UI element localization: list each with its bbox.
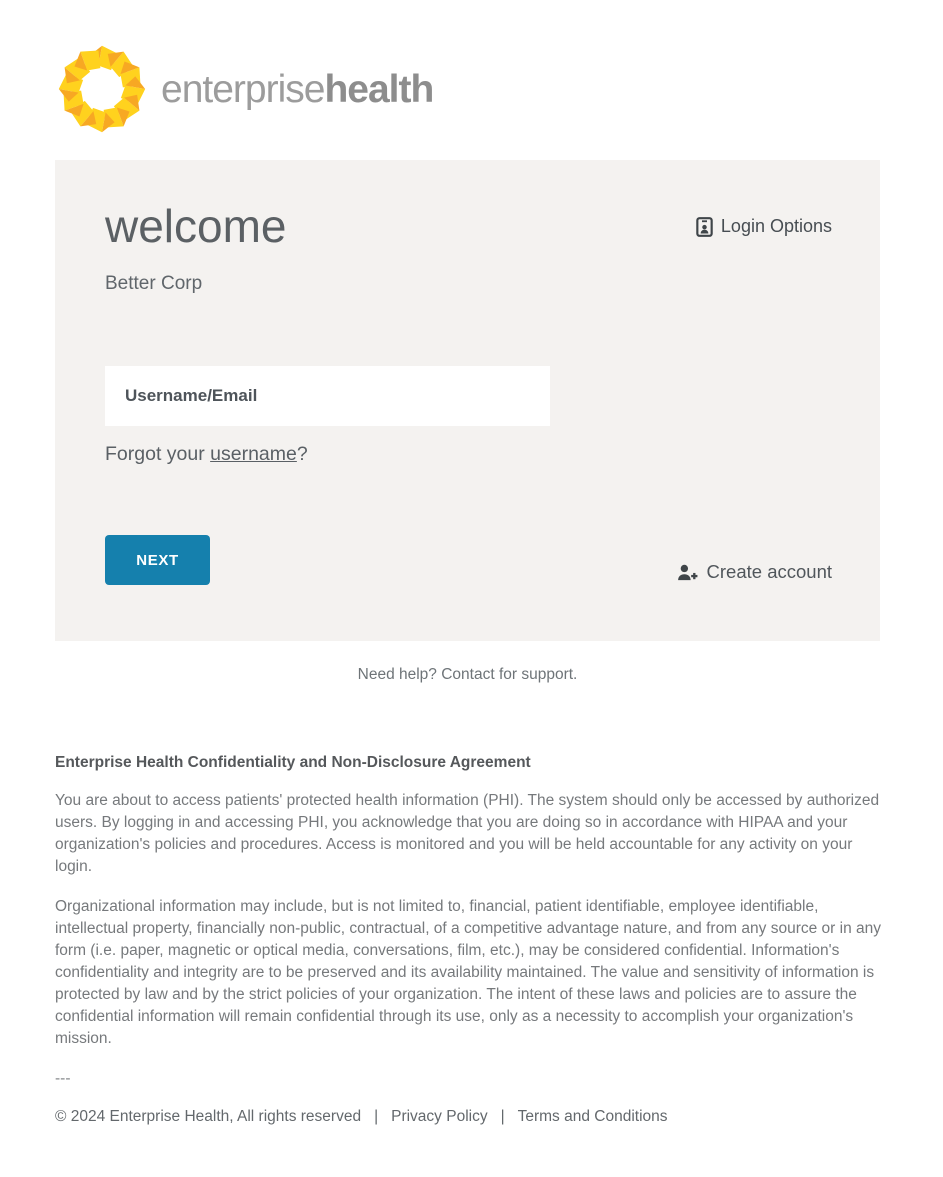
footer-separator: | bbox=[374, 1108, 379, 1125]
next-button[interactable]: NEXT bbox=[105, 535, 210, 585]
login-options-label: Login Options bbox=[720, 216, 832, 236]
id-badge-icon bbox=[696, 217, 713, 237]
create-account-label: Create account bbox=[706, 561, 832, 582]
organization-name: Better Corp bbox=[105, 273, 203, 294]
forgot-username-link[interactable]: username bbox=[210, 443, 297, 465]
welcome-title: welcome bbox=[105, 200, 287, 252]
app-logo bbox=[0, 0, 943, 134]
forgot-username-line bbox=[105, 443, 832, 466]
brand-light: enterprise bbox=[161, 67, 325, 111]
page-footer bbox=[55, 1108, 943, 1126]
agreement-paragraph-2: Organizational information may include, but is not limited to, financial, patient identifiable, employee identifiable, intellectual property, financially non-public, contractual, of a competitive advantage nature, and from any source or in any form (i.e. paper, magnetic or optical media, conversations, film, etc.), may be considered confidential. Information's confidentiality and integrity are to be preserved and its availability maintained. The value and sensitivity of information is protected by law and by the strict policies of your organization. The intent of these laws and policies are to assure the confidential information will remain confidential through its use, only as a necessity to accomplish your organization's mission. bbox=[55, 898, 881, 1047]
user-plus-icon bbox=[677, 564, 698, 581]
terms-link[interactable]: Terms and Conditions bbox=[517, 1108, 668, 1125]
username-input[interactable] bbox=[105, 366, 550, 426]
sunburst-logo-icon bbox=[57, 44, 147, 134]
agreement-heading: Enterprise Health Confidentiality and Non-Disclosure Agreement bbox=[55, 754, 531, 771]
create-account-link[interactable] bbox=[677, 561, 832, 583]
brand-bold: health bbox=[324, 67, 434, 111]
forgot-prefix: Forgot your bbox=[105, 443, 211, 465]
copyright-text: © 2024 Enterprise Health, All rights reserved bbox=[55, 1108, 362, 1125]
forgot-suffix: ? bbox=[296, 443, 308, 465]
login-options-link[interactable] bbox=[696, 216, 832, 237]
divider-text: --- bbox=[55, 1070, 71, 1087]
confidentiality-agreement bbox=[55, 753, 883, 1090]
help-text: Need help? Contact for support. bbox=[357, 666, 578, 683]
footer-separator: | bbox=[500, 1108, 505, 1125]
privacy-policy-link[interactable]: Privacy Policy bbox=[391, 1108, 488, 1125]
agreement-paragraph-1: You are about to access patients' protected health information (PHI). The system should only be accessed by authorized users. By logging in and accessing PHI, you acknowledge that you are doing so in accordance with HIPAA and your organization's policies and procedures. Access is monitored and you will be held accountable for any activity on your login. bbox=[55, 792, 880, 875]
login-panel bbox=[55, 160, 880, 641]
brand-wordmark bbox=[161, 67, 434, 111]
